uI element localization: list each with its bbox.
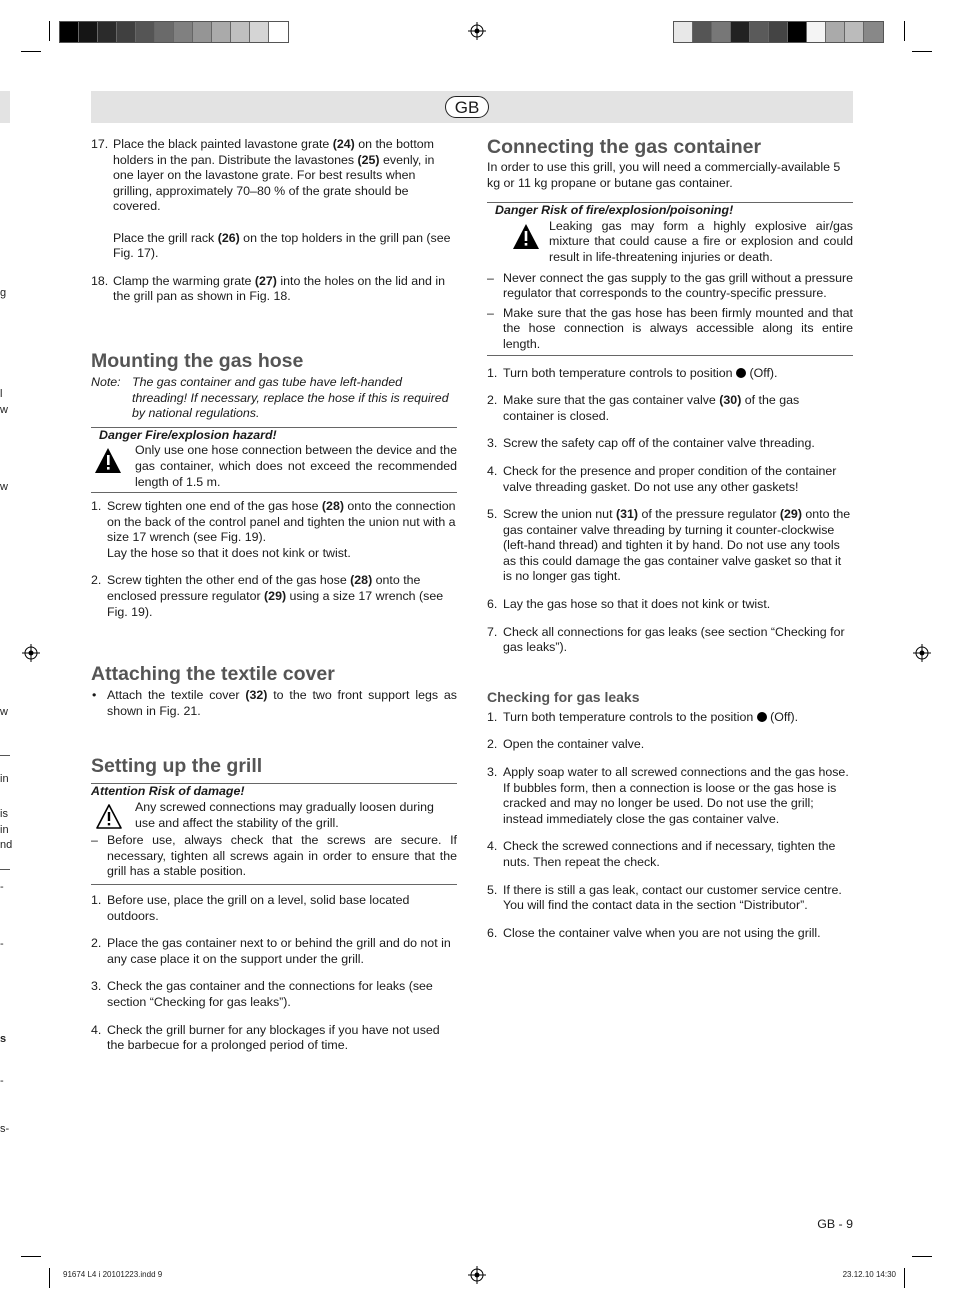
list-item: – Before use, always check that the screws are secure. If necessary, tighten all screws again in order to ensure that the grill has a stable position. xyxy=(91,833,457,879)
step-number: 17. xyxy=(91,137,109,151)
step-text: Place the gas container next to or behind the grill and do not in any case place it on the support under the grill. xyxy=(107,936,451,966)
danger-heading: Danger Fire/explosion hazard! xyxy=(99,427,277,442)
list-item: 2. Place the gas container next to or behind the grill and do not in any case place it on the support under the grill. xyxy=(91,936,457,967)
edge-rule xyxy=(0,869,10,870)
dash-text: Never connect the gas supply to the gas grill without a pressure regulator that corresponds to the country-specific pressure. xyxy=(503,270,853,301)
facing-page-band xyxy=(0,91,10,123)
caution-triangle-icon xyxy=(91,802,135,832)
off-position-dot-icon xyxy=(757,712,767,722)
step-number: 18. xyxy=(91,273,109,288)
list-item: 2. Screw tighten the other end of the gas hose (28) onto the enclosed pressure regulator (29) using a size 17 wrench (see Fig. 19). xyxy=(91,573,457,620)
list-item: 4. Check the screwed connections and if necessary, tighten the nuts. Then repeat the check. xyxy=(487,839,853,870)
crop-mark xyxy=(21,51,41,52)
page-number: GB - 9 xyxy=(817,1217,853,1231)
step-text: Place the grill rack (26) on the top holders in the grill pan (see Fig. 17). xyxy=(113,230,451,261)
danger-heading: Danger Risk of fire/explosion/poisoning! xyxy=(495,203,734,218)
list-item: 5. Screw the union nut (31) of the pressure regulator (29) onto the gas container valve threading by turning it counter-clockwise (left-hand thread) and tighten it by hand. Do not use any tools as this could damage the gas container valve gasket so that it is no longer gas tight. xyxy=(487,507,853,585)
list-item: – Make sure that the gas hose has been firmly mounted and that the hose connection is always accessible along its entire length. xyxy=(487,305,853,351)
crop-mark xyxy=(912,51,932,52)
step-text: Turn both temperature controls to the position (Off). xyxy=(503,709,799,724)
file-slug: 91674 L4 i 20101223.indd 9 xyxy=(63,1270,163,1279)
note-text: The gas container and gas tube have left-handed threading! If necessary, replace the hose if this is required by national regulations. xyxy=(132,374,449,421)
divider xyxy=(91,492,457,493)
edge-fragment: - xyxy=(0,1075,4,1087)
edge-fragment: s- xyxy=(0,1123,10,1135)
step-text: Open the container valve. xyxy=(503,737,645,752)
divider xyxy=(91,884,457,885)
danger-box xyxy=(487,219,853,266)
edge-fragment: w xyxy=(0,706,8,718)
note-label: Note: xyxy=(91,374,121,389)
list-item xyxy=(91,137,457,262)
list-item: 6. Lay the gas hose so that it does not kink or twist. xyxy=(487,597,853,613)
list-item: 3. Check the gas container and the connections for leaks (see section “Checking for gas leaks”). xyxy=(91,979,457,1010)
divider xyxy=(487,355,853,356)
step-text: Screw tighten one end of the gas hose (28) onto the connection on the back of the control panel and tighten the union nut with a size 17 wrench (see Fig. 19). xyxy=(107,499,456,545)
edge-fragment: w xyxy=(0,481,8,493)
list-item: 1. Turn both temperature controls to the position (Off). xyxy=(487,710,853,726)
section-heading: Mounting the gas hose xyxy=(91,349,304,372)
language-badge: GB xyxy=(445,96,489,118)
edge-fragment: w xyxy=(0,404,8,416)
list-item: 1. Before use, place the grill on a level, solid base located outdoors. xyxy=(91,893,457,924)
crop-mark xyxy=(912,1256,932,1257)
edge-fragment: - xyxy=(0,881,4,893)
subsection-heading: Checking for gas leaks xyxy=(487,688,640,705)
attention-box xyxy=(91,800,457,831)
list-item: 2. Open the container valve. xyxy=(487,737,853,753)
step-text: Check all connections for gas leaks (see section “Checking for gas leaks”). xyxy=(503,624,845,655)
bullet-text: Attach the textile cover (32) to the two front support legs as shown in Fig. 21. xyxy=(107,688,457,718)
step-text: Check the screwed connections and if necessary, tighten the nuts. Then repeat the check. xyxy=(503,839,836,869)
color-bar-left xyxy=(59,21,289,43)
edge-fragment: is xyxy=(0,808,8,820)
step-text: Lay the gas hose so that it does not kink or twist. xyxy=(503,597,771,612)
list-item: 4. Check the grill burner for any blockages if you have not used the barbecue for a prolonged period of time. xyxy=(91,1023,457,1054)
crop-mark xyxy=(21,1256,41,1257)
step-text: Screw the union nut (31) of the pressure regulator (29) onto the gas container valve threading by turning it counter-clockwise (left-hand thread) and tighten it by hand. Do not use any tools as this could damage the gas container valve gasket so that it is no longer gas tight. xyxy=(503,507,851,584)
crop-mark xyxy=(49,21,50,41)
edge-fragment: s xyxy=(0,1033,7,1045)
dash-text: Make sure that the gas hose has been firmly mounted and that the hose connection is always accessible along its entire length. xyxy=(503,305,853,351)
danger-text: Leaking gas may form a highly explosive air/gas mixture that could cause a fire or explosion and could result in life-threatening injuries or death. xyxy=(549,218,853,264)
edge-fragment: in xyxy=(0,824,9,836)
danger-box xyxy=(91,443,457,490)
step-text: Screw tighten the other end of the gas hose (28) onto the enclosed pressure regulator (29) using a size 17 wrench (see Fig. 19). xyxy=(107,573,444,619)
edge-fragment: nd xyxy=(0,839,13,851)
edge-fragment: in xyxy=(0,773,9,785)
list-item: 4. Check for the presence and proper condition of the container valve threading gasket. Do not use any other gaskets! xyxy=(487,464,853,495)
edge-fragment: g xyxy=(0,287,7,299)
edge-rule xyxy=(0,755,10,756)
step-text: Check the grill burner for any blockages if you have not used the barbecue for a prolonged period of time. xyxy=(107,1022,440,1053)
list-item: 3. Apply soap water to all screwed connections and the gas hose. If bubbles form, then a connection is loose or the gas hose is cracked and may no longer be used. Do not use the grill; instead immediately close the gas container valve. xyxy=(487,765,853,827)
step-text: Close the container valve when you are not using the grill. xyxy=(503,925,821,940)
step-text: Make sure that the gas container valve (30) of the gas container is closed. xyxy=(503,393,800,423)
dash-text: Before use, always check that the screws are secure. If necessary, tighten all screws again in order to ensure that the grill has a stable position. xyxy=(107,833,457,879)
step-text: If there is still a gas leak, contact our customer service centre. You will find the contact data in the section “Distributor”. xyxy=(503,882,842,913)
warning-triangle-icon xyxy=(487,221,549,255)
list-item: 5. If there is still a gas leak, contact our customer service centre. You will find the contact data in the section “Distributor”. xyxy=(487,883,853,914)
list-item: 3. Screw the safety cap off of the container valve threading. xyxy=(487,436,853,452)
registration-mark-icon xyxy=(468,1266,486,1284)
print-date: 23.12.10 14:30 xyxy=(842,1270,896,1279)
step-text: Before use, place the grill on a level, solid base located outdoors. xyxy=(107,893,410,923)
right-column xyxy=(487,137,853,941)
registration-mark-icon xyxy=(468,22,486,40)
list-item: 1. Screw tighten one end of the gas hose (28) onto the connection on the back of the control panel and tighten the union nut with a size 17 wrench (see Fig. 19). Lay the hose so that it does not kink or twist. xyxy=(91,499,456,560)
section-heading: Connecting the gas container xyxy=(487,136,762,158)
list-item: • Attach the textile cover (32) to the two front support legs as shown in Fig. 21. xyxy=(92,688,457,718)
crop-mark xyxy=(49,1268,50,1288)
list-item: 6. Close the container valve when you are not using the grill. xyxy=(487,926,853,942)
registration-mark-icon xyxy=(913,644,931,662)
list-item: – Never connect the gas supply to the gas grill without a pressure regulator that corresponds to the country-specific pressure. xyxy=(487,270,853,301)
attention-heading: Attention Risk of damage! xyxy=(91,784,245,799)
off-position-dot-icon xyxy=(736,368,746,378)
registration-mark-icon xyxy=(22,644,40,662)
step-text: Screw the safety cap off of the container valve threading. xyxy=(503,436,815,451)
attention-text: Any screwed connections may gradually loosen during use and affect the stability of the grill. xyxy=(135,800,434,830)
section-heading: Setting up the grill xyxy=(91,755,263,778)
warning-triangle-icon xyxy=(91,445,135,479)
crop-mark xyxy=(904,1268,905,1288)
list-item xyxy=(91,274,457,305)
edge-fragment: - xyxy=(0,938,4,950)
step-text: Lay the hose so that it does not kink or twist. xyxy=(107,545,351,560)
list-item: 7. Check all connections for gas leaks (see section “Checking for gas leaks”). xyxy=(487,625,853,656)
intro-text: In order to use this grill, you will need a commercially-available 5 kg or 11 kg propane or butane gas container. xyxy=(487,160,841,190)
color-bar-right xyxy=(673,21,884,43)
left-column xyxy=(91,137,457,1054)
step-text: Place the black painted lavastone grate (24) on the bottom holders in the pan. Distribute the lavastones (25) evenly, in one layer on the lavastone grate. For best results when grilling, approximately 70–80 % of the grate should be covered. xyxy=(113,137,435,214)
step-text: Turn both temperature controls to position (Off). xyxy=(503,365,778,380)
edge-fragment: l xyxy=(0,388,3,400)
section-heading: Attaching the textile cover xyxy=(91,663,335,686)
danger-text: Only use one hose connection between the device and the gas container, which does not exceed the recommended length of 1.5 m. xyxy=(135,443,457,489)
step-text: Clamp the warming grate (27) into the holes on the lid and in the grill pan as shown in Fig. 18. xyxy=(113,273,446,304)
step-text: Check the gas container and the connections for leaks (see section “Checking for gas leaks”). xyxy=(107,979,433,1009)
list-item: 1. Turn both temperature controls to position (Off). xyxy=(487,366,853,382)
crop-mark xyxy=(904,21,905,41)
list-item: 2. Make sure that the gas container valve (30) of the gas container is closed. xyxy=(487,393,853,424)
step-text: Apply soap water to all screwed connections and the gas hose. If bubbles form, then a connection is loose or the gas hose is cracked and may no longer be used. Do not use the grill; instead immediately close the gas container valve. xyxy=(503,765,849,826)
step-text: Check for the presence and proper condition of the container valve threading gasket. Do not use any other gaskets! xyxy=(503,463,837,494)
note xyxy=(91,375,457,422)
